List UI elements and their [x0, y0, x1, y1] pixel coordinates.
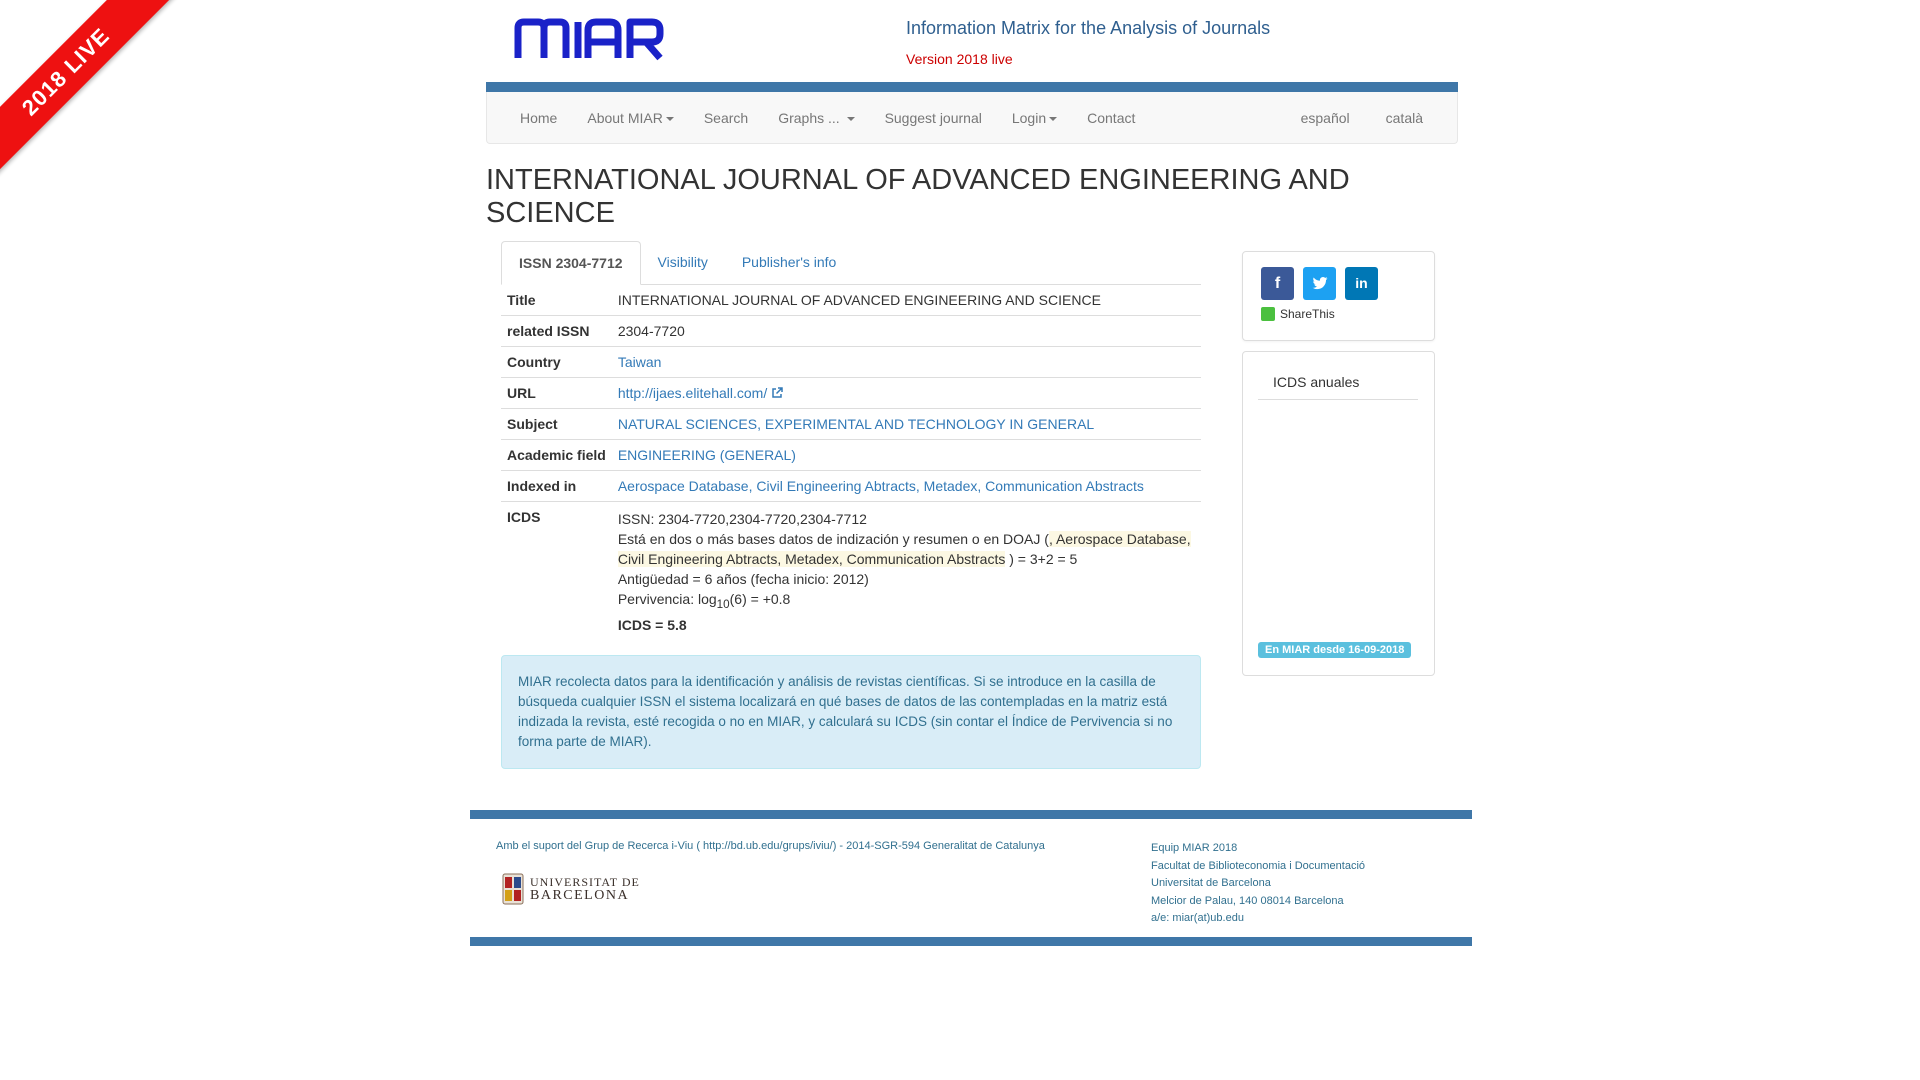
icds-pervivencia-line — [618, 589, 1195, 615]
row-label: Indexed in — [501, 471, 612, 502]
ub-line-2: BARCELONA — [530, 888, 630, 903]
sharethis-button[interactable] — [1261, 307, 1335, 321]
row-label: Country — [501, 347, 612, 378]
external-link-icon — [771, 387, 783, 399]
table-row — [501, 316, 1201, 347]
corner-ribbon — [0, 0, 200, 200]
university-shield-icon — [502, 873, 524, 905]
nav-login[interactable] — [1012, 110, 1057, 126]
academic-field-link[interactable]: ENGINEERING (GENERAL) — [617, 447, 796, 463]
site-tagline: Information Matrix for the Analysis of Journals — [906, 18, 1271, 38]
footer — [470, 810, 1472, 946]
live-ribbon: 2018 LIVE — [0, 0, 188, 194]
ub-line-1: UNIVERSITAT DE — [530, 875, 640, 889]
related-issn-value: 2304-7720 — [612, 316, 1201, 347]
team-contact — [1151, 840, 1365, 928]
icds-total: ICDS = 5.8 — [617, 616, 687, 633]
team-line: Equip MIAR 2018 — [1151, 842, 1238, 854]
team-line: Facultat de Biblioteconomia i Documentació — [1151, 859, 1366, 872]
country-link[interactable]: Taiwan — [617, 354, 662, 370]
table-row — [501, 502, 1201, 641]
icds-doaj-suffix: ) = 3+2 = 5 — [1005, 551, 1078, 567]
icds-doaj-line — [618, 529, 1195, 569]
icds-annual-title: ICDS anuales — [1258, 374, 1418, 400]
icds-issn-line: ISSN: 2304-7720,2304-7720,2304-7712 — [617, 511, 867, 527]
journal-url-link[interactable] — [618, 385, 783, 401]
indexed-in-link[interactable]: Aerospace Database, Civil Engineering Abtracts, Metadex, Communication Abstracts — [617, 478, 1144, 494]
tab-issn[interactable]: ISSN 2304-7712 — [501, 241, 641, 285]
linkedin-share-button[interactable]: in — [1345, 267, 1378, 300]
miar-logo[interactable] — [514, 14, 664, 64]
share-icon — [1261, 307, 1275, 321]
sharethis-label: ShareThis — [1280, 307, 1335, 321]
ub-logo[interactable] — [502, 873, 640, 905]
nav-about-label: About MIAR — [587, 109, 663, 126]
since-badge: En MIAR desde 16-09-2018 — [1258, 642, 1411, 658]
version-label: Version 2018 live — [906, 51, 1013, 67]
icds-age-line: Antigüedad = 6 años (fecha inicio: 2012) — [617, 571, 869, 587]
row-label: Academic field — [501, 440, 612, 471]
subject-link[interactable]: NATURAL SCIENCES, EXPERIMENTAL AND TECHNOLOGY IN GENERAL — [617, 416, 1095, 432]
caret-down-icon — [1049, 117, 1057, 121]
table-row — [501, 440, 1201, 471]
share-panel — [1242, 251, 1435, 341]
caret-down-icon — [847, 117, 855, 121]
icds-perv-prefix: Pervivencia: log — [617, 591, 717, 607]
page — [486, 0, 1458, 749]
nav-suggest-journal[interactable]: Suggest journal — [884, 109, 982, 126]
lang-espanol[interactable]: español — [1300, 109, 1350, 126]
icds-annual-panel — [1242, 351, 1435, 676]
icds-perv-suffix: (6) = +0.8 — [729, 591, 791, 607]
row-label: URL — [501, 378, 612, 409]
icds-details — [612, 502, 1201, 641]
main-navbar — [486, 92, 1458, 144]
table-row — [501, 471, 1201, 502]
icds-perv-sub: 10 — [716, 597, 730, 611]
tab-visibility[interactable]: Visibility — [657, 254, 708, 270]
journal-info-table — [501, 285, 1201, 641]
table-row — [501, 347, 1201, 378]
support-note: Amb el suport del Grup de Recerca i-Viu ( http://bd.ub.edu/grups/iviu/) - 2014-SGR-594 Generalitat de Catalunya — [496, 840, 1045, 852]
footer-bottom-bar — [470, 937, 1472, 946]
icds-doaj-prefix: Está en dos o más bases datos de indización y resumen o en DOAJ ( — [617, 531, 1049, 547]
nav-login-label: Login — [1011, 109, 1047, 126]
page-title: INTERNATIONAL JOURNAL OF ADVANCED ENGINEERING AND SCIENCE — [486, 164, 1350, 229]
nav-graphs-label: Graphs ... — [778, 109, 840, 126]
row-label: related ISSN — [501, 316, 612, 347]
lang-catala[interactable]: català — [1385, 109, 1423, 126]
nav-contact[interactable]: Contact — [1087, 109, 1136, 126]
footer-top-bar — [470, 810, 1472, 819]
nav-home[interactable]: Home — [520, 109, 558, 126]
header — [486, 0, 1458, 82]
team-line: Universitat de Barcelona — [1151, 877, 1271, 889]
table-row — [501, 409, 1201, 440]
team-email[interactable]: a/e: miar(at)ub.edu — [1151, 912, 1244, 924]
caret-down-icon — [666, 117, 674, 121]
facebook-share-button[interactable]: f — [1261, 267, 1294, 300]
nav-about[interactable] — [587, 110, 673, 126]
brand-bar — [486, 82, 1458, 92]
title-value: INTERNATIONAL JOURNAL OF ADVANCED ENGINEERING AND SCIENCE — [612, 285, 1201, 316]
tab-publisher-info[interactable]: Publisher's info — [741, 254, 837, 270]
twitter-share-button[interactable] — [1303, 267, 1336, 300]
journal-tabs — [501, 241, 1201, 285]
row-label: ICDS — [507, 509, 541, 525]
nav-graphs[interactable] — [778, 110, 854, 126]
info-alert: MIAR recolecta datos para la identificación y análisis de revistas científicas. Si se introduce en la casilla de búsqueda cualquier ISSN el sistema localizará en qué bases de datos de las contempladas en la matriz está indizada la revista, esté recogida o no en MIAR, y calculará su ICDS (sin contar el Índice de Pervivencia si no forma parte de MIAR). — [501, 655, 1201, 769]
nav-search[interactable]: Search — [703, 109, 749, 126]
twitter-bird-icon — [1311, 274, 1329, 292]
team-line: Melcior de Palau, 140 08014 Barcelona — [1151, 894, 1344, 907]
icds-doaj-databases: , Aerospace Database, Civil Engineering Abtracts, Metadex, Communication Abstracts — [617, 531, 1191, 567]
row-label: Subject — [501, 409, 612, 440]
journal-url-text: http://ijaes.elitehall.com/ — [617, 385, 768, 401]
row-label: Title — [501, 285, 612, 316]
table-row — [501, 378, 1201, 409]
table-row — [501, 285, 1201, 316]
